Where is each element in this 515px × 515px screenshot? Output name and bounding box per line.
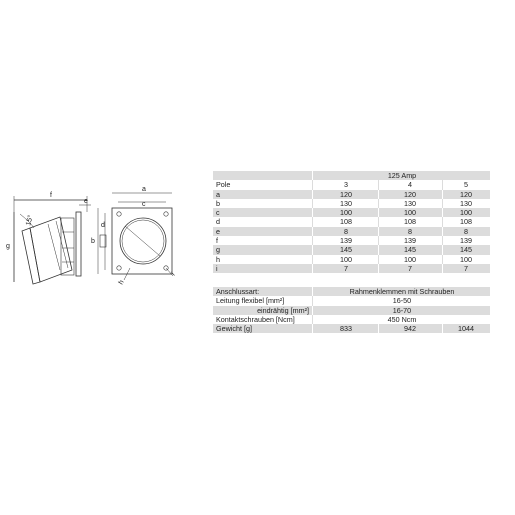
dim-a-label: a (142, 186, 146, 193)
amp-header: 125 Amp (387, 171, 417, 180)
cell: 8 (344, 226, 348, 236)
gewicht-row (213, 324, 490, 333)
table-row (213, 190, 490, 199)
anschluss-value: Rahmenklemmen mit Schrauben (349, 287, 455, 296)
gewicht-4: 942 (404, 324, 416, 334)
cell: 100 (460, 208, 472, 218)
dim-i-label: i (170, 271, 177, 278)
cell: 100 (460, 254, 472, 264)
table-row (213, 245, 490, 254)
table-row (213, 227, 490, 236)
kontakt-label: Kontaktschrauben [Ncm] (216, 314, 295, 324)
leitung-value: 16-50 (392, 296, 412, 306)
cell: 120 (340, 189, 352, 199)
table-row (213, 208, 490, 217)
dim-d-label: d (101, 222, 105, 229)
anschluss-row (213, 287, 490, 296)
cell: 139 (460, 236, 472, 246)
row-label: a (216, 189, 220, 199)
cell: 7 (464, 263, 468, 273)
pole-3: 3 (344, 180, 348, 190)
dim-h-label: h (117, 279, 126, 286)
leitung-label: Leitung flexibel [mm²] (216, 296, 285, 306)
eindraehtig-label: eindrähtig [mm²] (257, 305, 309, 315)
row-label: e (216, 226, 220, 236)
row-label: i (216, 263, 218, 273)
row-label: f (216, 236, 218, 246)
table-row (213, 199, 490, 208)
cell: 100 (340, 254, 352, 264)
cell: 100 (340, 208, 352, 218)
spec-table (213, 171, 490, 273)
row-label: d (216, 217, 220, 227)
table-row (213, 264, 490, 273)
leitung-row (213, 296, 490, 305)
pole-4: 4 (408, 180, 412, 190)
kontakt-row (213, 315, 490, 324)
cell: 108 (404, 217, 416, 227)
cell: 130 (460, 198, 472, 208)
dim-f-label: f (50, 192, 52, 199)
cell: 8 (464, 226, 468, 236)
table-row (213, 236, 490, 245)
eindraehtig-value: 16-70 (392, 305, 412, 315)
gewicht-label: Gewicht [g] (216, 324, 252, 334)
row-label: h (216, 254, 220, 264)
cell: 130 (340, 198, 352, 208)
cell: 8 (408, 226, 412, 236)
gewicht-3: 833 (340, 324, 352, 334)
angle-label: 15° (25, 214, 35, 227)
dim-c-label: c (142, 201, 146, 208)
cell: 108 (340, 217, 352, 227)
cell: 120 (404, 189, 416, 199)
row-label: b (216, 198, 220, 208)
dim-e-label: e (84, 198, 88, 205)
pole-row (213, 180, 490, 189)
cell: 139 (404, 236, 416, 246)
cell: 139 (340, 236, 352, 246)
gewicht-5: 1044 (458, 324, 474, 334)
cell: 130 (404, 198, 416, 208)
anschluss-label: Anschlussart: (216, 287, 260, 296)
cell: 108 (460, 217, 472, 227)
cell: 145 (340, 245, 352, 255)
cell: 7 (344, 263, 348, 273)
cell: 7 (408, 263, 412, 273)
kontakt-value: 450 Ncm (387, 314, 417, 324)
cell: 145 (460, 245, 472, 255)
cell: 145 (404, 245, 416, 255)
row-label: c (216, 208, 220, 218)
table-row (213, 217, 490, 226)
connection-table (213, 287, 490, 333)
pole-5: 5 (464, 180, 468, 190)
cell: 120 (460, 189, 472, 199)
row-label: g (216, 245, 220, 255)
cell: 100 (404, 208, 416, 218)
dim-g-label: g (6, 243, 10, 250)
pole-label: Pole (216, 180, 231, 190)
eindraehtig-row (213, 306, 490, 315)
table-header-row (213, 171, 490, 180)
dim-b-label: b (91, 238, 95, 245)
table-row (213, 255, 490, 264)
cell: 100 (404, 254, 416, 264)
